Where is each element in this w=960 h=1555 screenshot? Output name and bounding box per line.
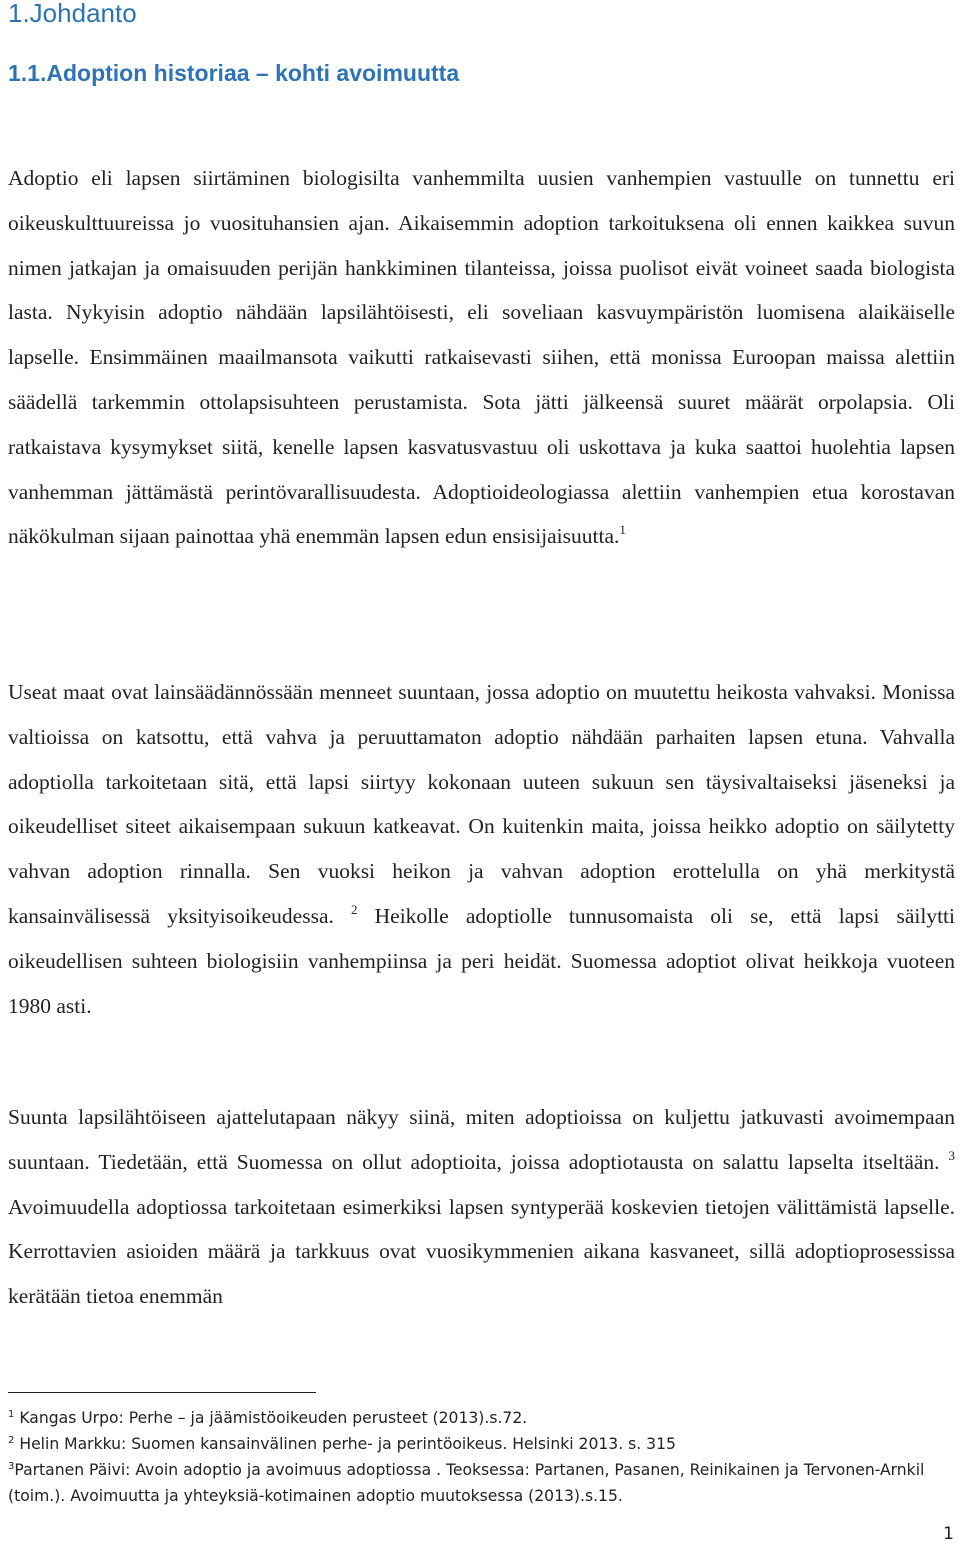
footnote-number: 1: [8, 1409, 15, 1420]
chapter-heading: 1.Johdanto: [8, 0, 137, 28]
paragraph-3: [8, 1095, 955, 1319]
footnotes: [8, 1405, 948, 1509]
footnote-ref-1[interactable]: 1: [619, 522, 626, 538]
paragraph-2-text-before: Useat maat ovat lainsäädännössään menneet suuntaan, jossa adoptio on muutettu heikosta vahvaksi. Monissa valtioissa on katsottu, että vahva ja peruuttamaton adoptio nähdään parhaiten lapsen etuna. Vahvalla adoptiolla tarkoitetaan sitä, että lapsi siirtyy kokonaan uuteen sukuun sen täysivaltaiseksi jäseneksi ja oikeudelliset siteet aikaisempaan sukuun katkeavat. On kuitenkin maita, joissa heikko adoptio on säilytetty vahvan adoption rinnalla. Sen vuoksi heikon ja vahvan adoption erottelulla on yhä merkitystä kansainvälisessä yksityisoikeudessa.: [8, 680, 955, 928]
page-number: 1: [943, 1524, 954, 1544]
footnote-3: [8, 1457, 948, 1509]
footnote-text: Partanen Päivi: Avoin adoptio ja avoimuus adoptiossa . Teoksessa: Partanen, Pasanen, Reinikainen ja Tervonen-Arnkil (toim.). Avoimuutta ja yhteyksiä-kotimainen adoptio muutoksessa (2013).s.15.: [8, 1461, 925, 1505]
paragraph-1-text: Adoptio eli lapsen siirtäminen biologisilta vanhemmilta uusien vanhempien vastuulle on tunnettu eri oikeuskulttuureissa jo vuosituhansien ajan. Aikaisemmin adoption tarkoituksena oli ennen kaikkea suvun nimen jatkajan ja omaisuuden perijän hankkiminen tilanteissa, joissa puolisot eivät voineet saada biologista lasta. Nykyisin adoptio nähdään lapsilähtöisesti, eli soveliaan kasvuympäristön luomisena alaikäiselle lapselle. Ensimmäinen maailmansota vaikutti ratkaisevasti siihen, että monissa Euroopan maissa alettiin säädellä tarkemmin ottolapsisuhteen perustamista. Sota jätti jälkeensä suuret määrät orpolapsia. Oli ratkaistava kysymykset siitä, kenelle lapsen kasvatusvastuu oli uskottava ja kuka saattoi huolehtia lapsen vanhemman jättämästä perintövarallisuudesta. Adoptioideologiassa alettiin vanhempien etua korostavan näkökulman sijaan painottaa yhä enemmän lapsen edun ensisijaisuutta.: [8, 166, 955, 549]
footnote-number: 3: [8, 1461, 15, 1472]
paragraph-3-text-before: Suunta lapsilähtöiseen ajattelutapaan näkyy siinä, miten adoptioissa on kuljettu jatkuvasti avoimempaan suuntaan. Tiedetään, että Suomessa on ollut adoptioita, joissa adoptiotausta on salattu lapselta itseltään.: [8, 1105, 955, 1174]
section-heading: 1.1.Adoption historiaa – kohti avoimuutta: [8, 60, 460, 86]
footnote-divider: [8, 1392, 316, 1393]
footnote-ref-2[interactable]: 2: [351, 901, 358, 917]
paragraph-2: [8, 670, 955, 1028]
footnote-number: 2: [8, 1435, 15, 1446]
paragraph-1: [8, 156, 955, 559]
footnote-text: Helin Markku: Suomen kansainvälinen perhe- ja perintöoikeus. Helsinki 2013. s. 315: [19, 1435, 676, 1453]
footnote-ref-3[interactable]: 3: [948, 1147, 955, 1163]
footnote-1: [8, 1405, 948, 1431]
footnote-2: [8, 1431, 948, 1457]
footnote-text: Kangas Urpo: Perhe – ja jäämistöoikeuden perusteet (2013).s.72.: [19, 1409, 528, 1427]
paragraph-3-text-after: Avoimuudella adoptiossa tarkoitetaan esimerkiksi lapsen syntyperää koskevien tietojen välittämistä lapselle. Kerrottavien asioiden määrä ja tarkkuus ovat vuosikymmenien aikana kasvaneet, sillä adoptioprosessissa kerätään tietoa enemmän: [8, 1194, 955, 1309]
paragraph-2-text-after: Heikolle adoptiolle tunnusomaista oli se, että lapsi säilytti oikeudellisen suhteen biologisiin vanhempiinsa ja peri heidät. Suomessa adoptiot olivat heikkoja vuoteen 1980 asti.: [8, 903, 955, 1018]
